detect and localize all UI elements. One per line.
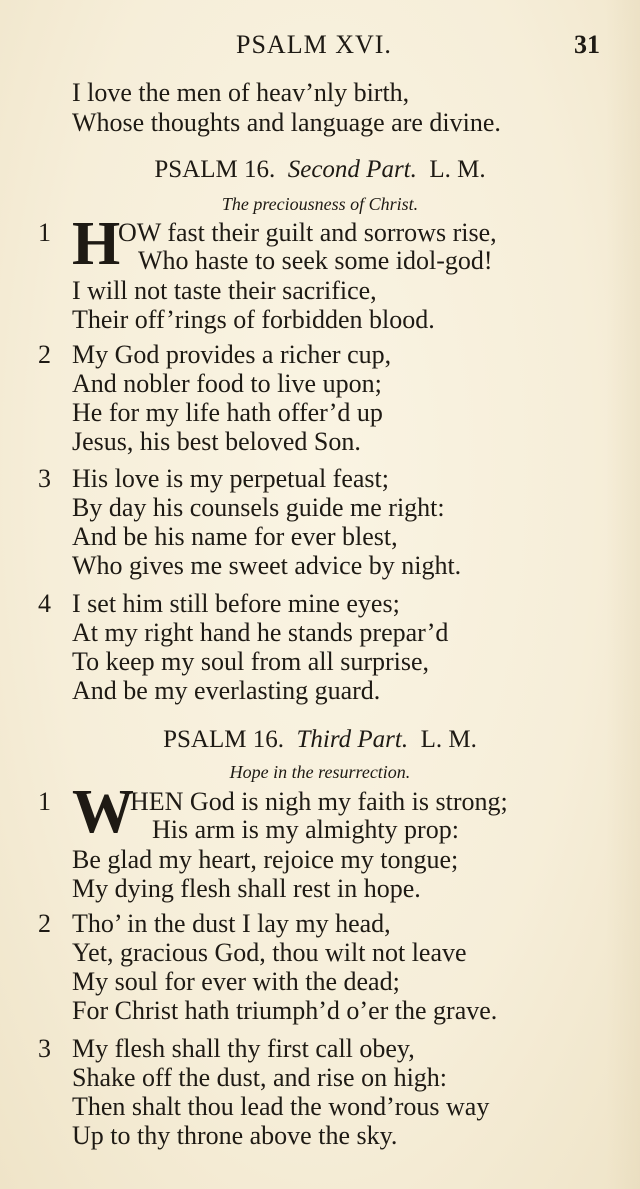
part3-subtitle: Hope in the resurrection. (229, 762, 411, 782)
part2-dropcap: H (72, 210, 121, 278)
part3-stanza3-line4: Up to thy throne above the sky. (72, 1121, 398, 1150)
part3-stanza3-line1: My flesh shall thy first call obey, (72, 1034, 415, 1063)
part2-stanza3-line2: By day his counsels guide me right: (72, 493, 445, 522)
page-header (0, 30, 640, 66)
part2-stanza3-line4: Who gives me sweet advice by night. (72, 551, 462, 580)
part2-stanza4-line3: To keep my soul from all surprise, (72, 647, 430, 676)
part2-stanza1-line2: Who haste to seek some idol-god! (138, 246, 493, 275)
part2-stanza4-line2: At my right hand he stands prepar’d (72, 618, 449, 647)
part2-stanza4-line4: And be my everlasting guard. (72, 676, 381, 705)
part3-heading-part: Third Part. (296, 726, 409, 753)
part3-stanza2-line1: Tho’ in the dust I lay my head, (72, 909, 391, 938)
part2-stanza3-line3: And be his name for ever blest, (72, 522, 398, 551)
part3-heading-psalm: PSALM 16. (163, 726, 284, 753)
part2-stanza1-number: 1 (38, 218, 51, 247)
part3-dropcap: W (72, 778, 134, 846)
part3-heading (0, 726, 640, 754)
part3-stanza3-line2: Shake off the dust, and rise on high: (72, 1063, 448, 1092)
part3-stanza2-line4: For Christ hath triumph’d o’er the grave. (72, 996, 498, 1025)
running-title: PSALM XVI. (236, 30, 392, 59)
part2-heading-part: Second Part. (287, 156, 417, 183)
part2-stanza2-line2: And nobler food to live upon; (72, 369, 382, 398)
part2-stanza2-line4: Jesus, his best beloved Son. (72, 427, 361, 456)
part2-stanza2-line1: My God provides a richer cup, (72, 340, 392, 369)
part3-stanza1-line3: Be glad my heart, rejoice my tongue; (72, 845, 459, 874)
part2-subtitle: The preciousness of Christ. (221, 194, 419, 214)
part2-stanza4-line1: I set him still before mine eyes; (72, 589, 400, 618)
part3-stanza1-line4: My dying flesh shall rest in hope. (72, 874, 421, 903)
part2-stanza1-line1: OW fast their guilt and sorrows rise, (118, 218, 497, 247)
intro-line-1: I love the men of heav’nly birth, (72, 78, 410, 107)
part3-stanza2-line2: Yet, gracious God, thou wilt not leave (72, 938, 467, 967)
part2-heading-psalm: PSALM 16. (154, 156, 276, 183)
part3-stanza1-line2: His arm is my almighty prop: (152, 815, 459, 844)
part2-heading (0, 156, 640, 184)
part3-stanza3-number: 3 (38, 1034, 51, 1063)
part2-stanza2-number: 2 (38, 340, 51, 369)
part2-stanza2-line3: He for my life hath offer’d up (72, 398, 383, 427)
part2-stanza3-line1: His love is my perpetual feast; (72, 464, 389, 493)
part2-stanza1-line3: I will not taste their sacrifice, (72, 276, 377, 305)
part3-heading-meter: L. M. (420, 726, 477, 753)
part3-stanza3-line3: Then shalt thou lead the wond’rous way (72, 1092, 490, 1121)
intro-line-2: Whose thoughts and language are divine. (72, 108, 501, 137)
part2-stanza3-number: 3 (38, 464, 51, 493)
part2-stanza4-number: 4 (38, 589, 51, 618)
part2-heading-meter: L. M. (429, 156, 486, 183)
part3-stanza2-line3: My soul for ever with the dead; (72, 967, 400, 996)
part3-stanza1-number: 1 (38, 787, 51, 816)
part3-stanza1-line1: HEN God is nigh my faith is strong; (130, 787, 508, 816)
page-number: 31 (574, 30, 600, 59)
part3-stanza2-number: 2 (38, 909, 51, 938)
part2-stanza1-line4: Their off’rings of forbidden blood. (72, 305, 435, 334)
